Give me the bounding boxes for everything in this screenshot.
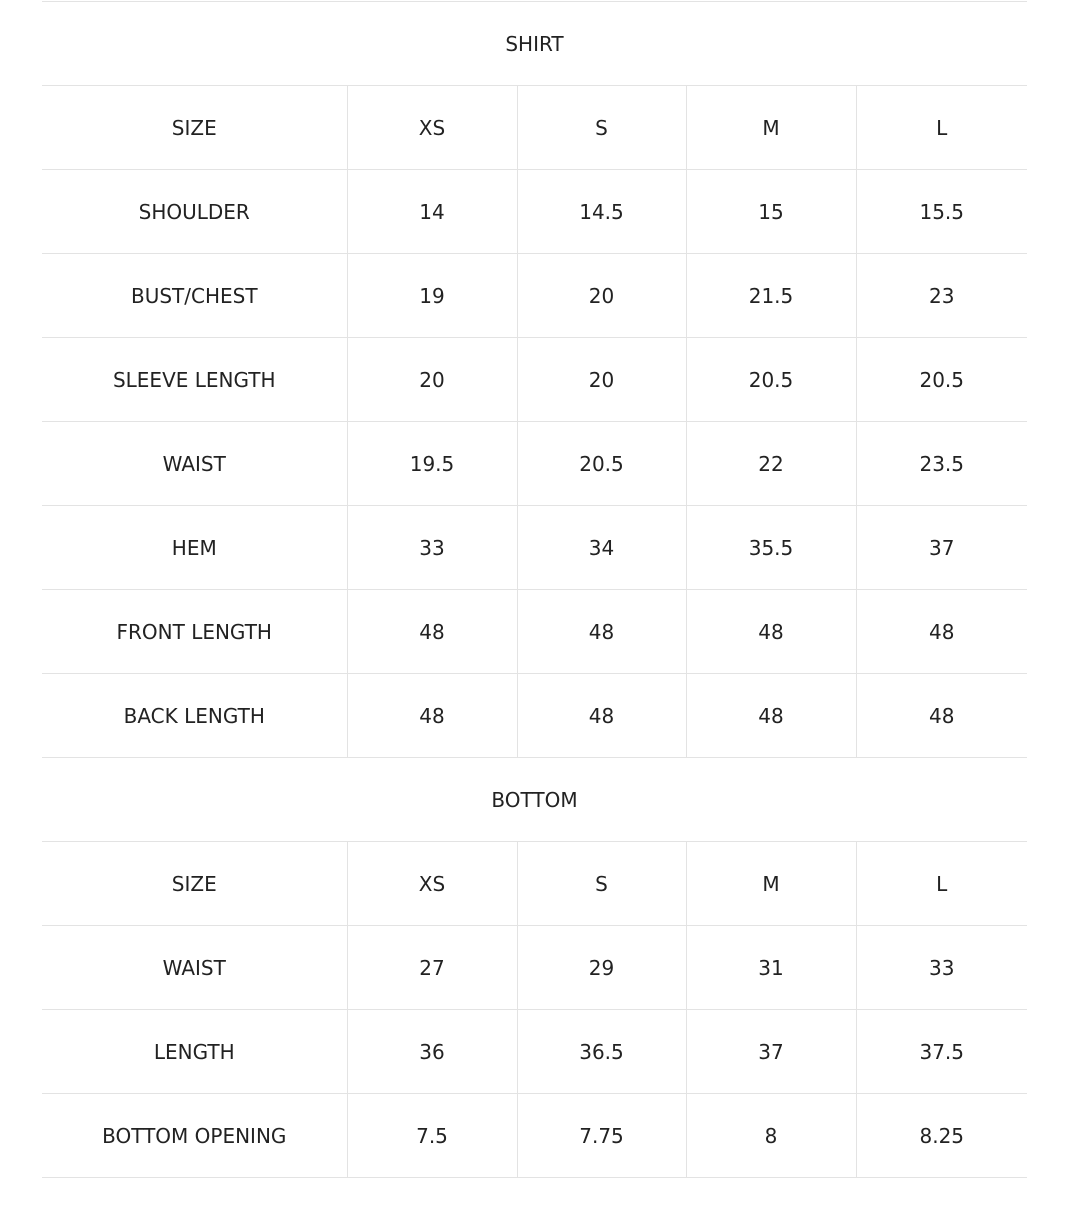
- table-row: [42, 254, 1027, 338]
- size-header-row-shirt: [42, 86, 1027, 170]
- cell-value: 37: [686, 1010, 856, 1094]
- cell-value: 48: [686, 590, 856, 674]
- cell-value: 19.5: [347, 422, 517, 506]
- cell-value: 20.5: [517, 422, 686, 506]
- cell-value: 8: [686, 1094, 856, 1178]
- size-header-s: S: [517, 842, 686, 926]
- cell-value: 20: [517, 338, 686, 422]
- cell-value: 15: [686, 170, 856, 254]
- section-title-shirt: SHIRT: [42, 2, 1027, 86]
- cell-value: 48: [517, 674, 686, 758]
- cell-value: 48: [686, 674, 856, 758]
- cell-value: 7.5: [347, 1094, 517, 1178]
- cell-value: 34: [517, 506, 686, 590]
- size-chart-table: [42, 1, 1027, 1178]
- row-label: FRONT LENGTH: [42, 590, 347, 674]
- section-title-bottom: BOTTOM: [42, 758, 1027, 842]
- row-label: WAIST: [42, 422, 347, 506]
- size-header-m: M: [686, 86, 856, 170]
- size-header-l: L: [856, 86, 1027, 170]
- cell-value: 7.75: [517, 1094, 686, 1178]
- cell-value: 23.5: [856, 422, 1027, 506]
- cell-value: 23: [856, 254, 1027, 338]
- row-label: BUST/CHEST: [42, 254, 347, 338]
- section-title-row-bottom: [42, 758, 1027, 842]
- table-row: [42, 338, 1027, 422]
- row-label: SHOULDER: [42, 170, 347, 254]
- row-label: WAIST: [42, 926, 347, 1010]
- cell-value: 15.5: [856, 170, 1027, 254]
- size-header-row-bottom: [42, 842, 1027, 926]
- table-row: [42, 422, 1027, 506]
- section-title-row-shirt: [42, 2, 1027, 86]
- size-header-xs: XS: [347, 842, 517, 926]
- cell-value: 33: [856, 926, 1027, 1010]
- table-row: [42, 1094, 1027, 1178]
- cell-value: 48: [856, 674, 1027, 758]
- cell-value: 22: [686, 422, 856, 506]
- cell-value: 35.5: [686, 506, 856, 590]
- table-row: [42, 1010, 1027, 1094]
- cell-value: 48: [347, 590, 517, 674]
- size-header-label: SIZE: [42, 86, 347, 170]
- size-header-s: S: [517, 86, 686, 170]
- table-row: [42, 170, 1027, 254]
- row-label: BACK LENGTH: [42, 674, 347, 758]
- size-header-m: M: [686, 842, 856, 926]
- cell-value: 31: [686, 926, 856, 1010]
- table-row: [42, 590, 1027, 674]
- cell-value: 33: [347, 506, 517, 590]
- cell-value: 19: [347, 254, 517, 338]
- cell-value: 14.5: [517, 170, 686, 254]
- cell-value: 20.5: [856, 338, 1027, 422]
- cell-value: 20: [347, 338, 517, 422]
- size-header-l: L: [856, 842, 1027, 926]
- row-label: LENGTH: [42, 1010, 347, 1094]
- row-label: BOTTOM OPENING: [42, 1094, 347, 1178]
- cell-value: 48: [347, 674, 517, 758]
- cell-value: 29: [517, 926, 686, 1010]
- cell-value: 20: [517, 254, 686, 338]
- cell-value: 48: [517, 590, 686, 674]
- row-label: SLEEVE LENGTH: [42, 338, 347, 422]
- table-row: [42, 506, 1027, 590]
- cell-value: 37: [856, 506, 1027, 590]
- table-row: [42, 926, 1027, 1010]
- cell-value: 36.5: [517, 1010, 686, 1094]
- cell-value: 21.5: [686, 254, 856, 338]
- cell-value: 48: [856, 590, 1027, 674]
- size-header-label: SIZE: [42, 842, 347, 926]
- cell-value: 37.5: [856, 1010, 1027, 1094]
- cell-value: 14: [347, 170, 517, 254]
- size-header-xs: XS: [347, 86, 517, 170]
- cell-value: 20.5: [686, 338, 856, 422]
- table-row: [42, 674, 1027, 758]
- cell-value: 27: [347, 926, 517, 1010]
- cell-value: 8.25: [856, 1094, 1027, 1178]
- cell-value: 36: [347, 1010, 517, 1094]
- row-label: HEM: [42, 506, 347, 590]
